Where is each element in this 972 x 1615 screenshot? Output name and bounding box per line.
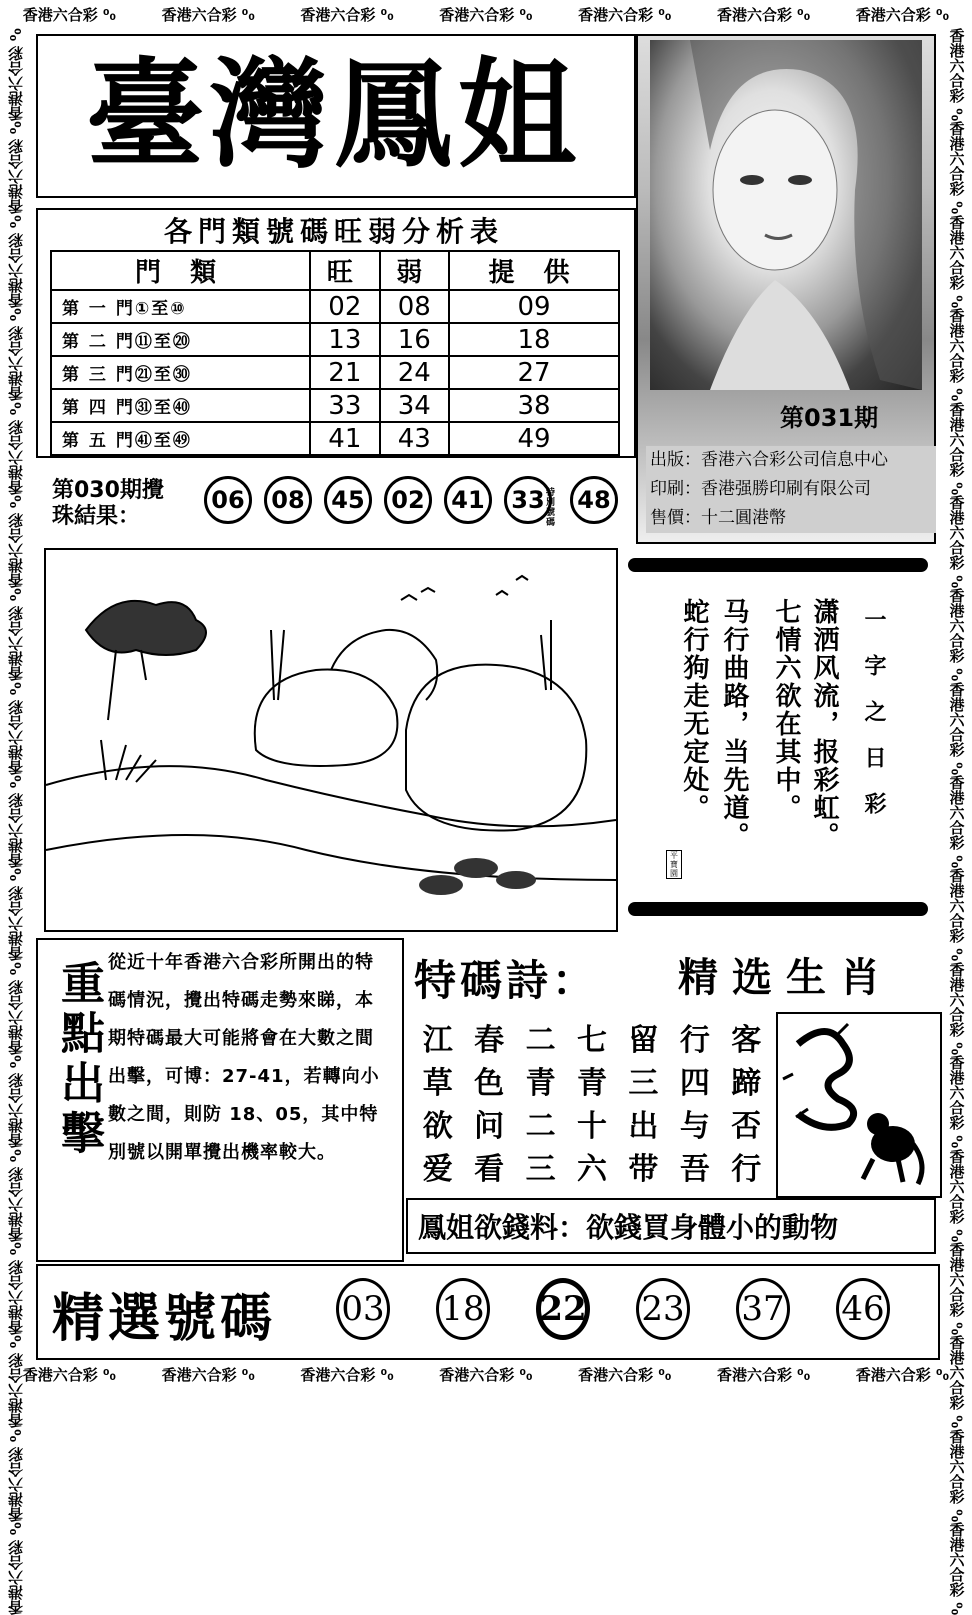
header-weak: 弱	[380, 251, 449, 290]
poem-char: 二	[525, 1023, 556, 1058]
top-border	[0, 0, 972, 28]
result-label-line2: 珠結果：	[52, 504, 141, 529]
border-text: 香港六合彩 ⁰₀	[6, 1055, 25, 1149]
border-text: 香港六合彩 ⁰₀	[947, 28, 966, 122]
poem-char: 七	[576, 1023, 607, 1058]
poem-char: 三	[628, 1066, 659, 1101]
analysis-table	[50, 250, 620, 456]
border-text: 香港六合彩 ⁰₀	[6, 868, 25, 962]
door-cell: 第 三 門㉑至㉚	[51, 356, 310, 389]
border-text: 香港六合彩 ⁰₀	[6, 1148, 25, 1242]
portrait-image	[650, 40, 922, 390]
poem-char: 青	[576, 1066, 607, 1101]
poem-char: 三	[525, 1152, 556, 1187]
poem-char: 色	[474, 1066, 505, 1101]
border-text: 香港六合彩 ⁰₀	[161, 1365, 255, 1384]
strong-cell: 13	[310, 323, 379, 356]
weak-cell: 43	[380, 422, 449, 455]
result-ball: 08	[264, 476, 312, 524]
border-text: 香港六合彩 ⁰₀	[6, 588, 25, 682]
border-text: 香港六合彩 ⁰₀	[439, 1365, 533, 1384]
weak-cell: 34	[380, 389, 449, 422]
strong-cell: 02	[310, 290, 379, 323]
border-text: 香港六合彩 ⁰₀	[947, 961, 966, 1056]
poem-char: 行	[731, 1152, 762, 1187]
picks-list	[336, 1278, 890, 1340]
table-row	[51, 323, 619, 356]
poem-char: 青	[525, 1066, 556, 1101]
border-text: 香港六合彩 ⁰₀	[6, 121, 25, 215]
riddle-text: 鳳姐欲錢料：欲錢買身體小的動物	[406, 1198, 936, 1254]
strong-cell: 33	[310, 389, 379, 422]
publisher-line: 出版：香港六合彩公司信息中心	[650, 450, 888, 470]
poem-char: 行	[679, 1023, 710, 1058]
border-text: 香港六合彩 ⁰₀	[6, 961, 25, 1056]
border-text: 香港六合彩 ⁰₀	[578, 1365, 672, 1384]
pick-number: 46	[836, 1278, 890, 1340]
pick-number: 37	[736, 1278, 790, 1340]
border-text: 香港六合彩 ⁰₀	[947, 308, 966, 402]
publisher-info	[646, 446, 936, 533]
door-cell: 第 二 門⑪至⑳	[51, 323, 310, 356]
table-row	[51, 356, 619, 389]
border-text: 香港六合彩 ⁰₀	[22, 5, 117, 24]
pick-number: 23	[636, 1278, 690, 1340]
border-text: 香港六合彩 ⁰₀	[947, 121, 966, 215]
poem-char: 客	[731, 1023, 762, 1058]
border-text: 香港六合彩 ⁰₀	[947, 1055, 966, 1149]
border-text: 香港六合彩 ⁰₀	[300, 1365, 394, 1384]
stamp-seal: 平寶園	[666, 850, 682, 879]
poem-char: 十	[576, 1109, 607, 1144]
border-text: 香港六合彩 ⁰₀	[439, 5, 533, 24]
poem-char: 与	[679, 1109, 710, 1144]
left-border	[0, 28, 30, 1615]
border-text: 香港六合彩 ⁰₀	[947, 588, 966, 682]
strong-cell: 41	[310, 422, 379, 455]
offer-cell: 49	[449, 422, 619, 455]
border-text: 香港六合彩 ⁰₀	[6, 681, 25, 775]
poem-line-4: 蛇行狗走无定处。	[679, 598, 709, 822]
landscape-illustration	[44, 548, 618, 932]
poem-char: 蹄	[731, 1066, 762, 1101]
border-text: 香港六合彩 ⁰₀	[947, 1428, 966, 1522]
border-text: 香港六合彩 ⁰₀	[855, 5, 950, 24]
door-cell: 第 五 門㊶至㊾	[51, 422, 310, 455]
special-ball: 48	[570, 476, 618, 524]
border-text: 香港六合彩 ⁰₀	[947, 868, 966, 962]
table-row	[51, 422, 619, 455]
result-ball: 33	[504, 476, 552, 524]
poem-line-2: 七情六欲在其中。	[771, 598, 801, 822]
table-row	[51, 389, 619, 422]
poem-char: 留	[628, 1023, 659, 1058]
price-line: 售價：十二圓港幣	[650, 508, 786, 528]
pick-number: 22	[536, 1278, 590, 1340]
border-text: 香港六合彩 ⁰₀	[6, 214, 25, 309]
result-ball: 02	[384, 476, 432, 524]
poem-char: 四	[679, 1066, 710, 1101]
result-label	[52, 478, 164, 530]
offer-cell: 27	[449, 356, 619, 389]
zodiac-animals	[776, 1012, 942, 1198]
poem-char: 江	[422, 1023, 453, 1058]
poem-char: 二	[525, 1109, 556, 1144]
border-text: 香港六合彩 ⁰₀	[947, 681, 966, 775]
poem-char: 欲	[422, 1109, 453, 1144]
poem-line-3: 马行曲路，当先道。	[719, 598, 749, 850]
border-text: 香港六合彩 ⁰₀	[947, 1148, 966, 1242]
border-text: 香港六合彩 ⁰₀	[578, 5, 672, 24]
border-text: 香港六合彩 ⁰₀	[716, 1365, 811, 1384]
keypoints-text: 從近十年香港六合彩所開出的特碼情況，攪出特碼走勢來睇，本期特碼最大可能將會在大數之間出擊，可博：27-41，若轉向小數之間，則防 18、05，其中特別號以開單攪出機率較大。	[108, 952, 380, 1163]
printer-line: 印刷：香港强勝印刷有限公司	[650, 479, 871, 499]
scroll-top-bar	[628, 558, 928, 572]
offer-cell: 09	[449, 290, 619, 323]
result-ball: 41	[444, 476, 492, 524]
bottom-border	[0, 1360, 972, 1388]
border-text: 香港六合彩 ⁰₀	[22, 1365, 117, 1384]
header-strong: 旺	[310, 251, 379, 290]
keypoints-label: 重點出擊	[53, 960, 104, 1160]
portrait-sketch	[650, 40, 922, 390]
border-text: 香港六合彩 ⁰₀	[947, 1335, 966, 1429]
poem-char: 春	[474, 1023, 505, 1058]
poem-char: 带	[628, 1152, 659, 1187]
weak-cell: 16	[380, 323, 449, 356]
table-row	[51, 290, 619, 323]
weak-cell: 08	[380, 290, 449, 323]
border-text: 香港六合彩 ⁰₀	[947, 494, 966, 589]
pick-number: 18	[436, 1278, 490, 1340]
border-text: 香港六合彩 ⁰₀	[6, 1522, 25, 1615]
special-poem-label: 特碼詩：	[414, 956, 599, 1005]
analysis-title: 各門類號碼旺弱分析表	[163, 215, 504, 248]
border-text: 香港六合彩 ⁰₀	[161, 5, 255, 24]
poem-char: 爱	[422, 1152, 453, 1187]
header-offer: 提 供	[449, 251, 619, 290]
border-text: 香港六合彩 ⁰₀	[300, 5, 394, 24]
special-number-tag: 特別號碼	[546, 488, 556, 528]
result-ball: 45	[324, 476, 372, 524]
poem-line-1: 潇洒风流，报彩虹。	[809, 598, 839, 850]
poem-char: 吾	[679, 1152, 710, 1187]
door-cell: 第 四 門㉛至㊵	[51, 389, 310, 422]
border-text: 香港六合彩 ⁰₀	[947, 401, 966, 495]
border-text: 香港六合彩 ⁰₀	[947, 1241, 966, 1336]
border-text: 香港六合彩 ⁰₀	[6, 1428, 25, 1522]
poem-char: 出	[628, 1109, 659, 1144]
header-door: 門 類	[51, 251, 310, 290]
border-text: 香港六合彩 ⁰₀	[6, 401, 25, 495]
border-text: 香港六合彩 ⁰₀	[947, 1522, 966, 1615]
border-text: 香港六合彩 ⁰₀	[6, 494, 25, 589]
poem-char: 六	[576, 1152, 607, 1187]
door-cell: 第 一 門①至⑩	[51, 290, 310, 323]
poem-char: 看	[474, 1152, 505, 1187]
issue-number: 第031期	[780, 404, 879, 432]
border-text: 香港六合彩 ⁰₀	[947, 214, 966, 309]
poem-char: 否	[731, 1109, 762, 1144]
border-text: 香港六合彩 ⁰₀	[6, 308, 25, 402]
picks-label: 精選號碼	[52, 1288, 277, 1349]
border-text: 香港六合彩 ⁰₀	[6, 1335, 25, 1429]
weak-cell: 24	[380, 356, 449, 389]
horse-scene-drawing	[46, 550, 616, 930]
zodiac-label: 精选生肖	[678, 954, 894, 1001]
border-text: 香港六合彩 ⁰₀	[716, 5, 811, 24]
pick-number: 03	[336, 1278, 390, 1340]
strong-cell: 21	[310, 356, 379, 389]
border-text: 香港六合彩 ⁰₀	[947, 775, 966, 869]
dragon-monkey-icon	[778, 1014, 940, 1196]
poem-heading: 一字之日彩	[861, 608, 886, 838]
border-text: 香港六合彩 ⁰₀	[855, 1365, 950, 1384]
poem-char: 问	[474, 1109, 505, 1144]
special-poem-grid	[412, 1022, 772, 1188]
scroll-bottom-bar	[628, 902, 928, 916]
border-text: 香港六合彩 ⁰₀	[6, 1241, 25, 1336]
result-label-line1: 第030期攪	[52, 478, 164, 503]
page-title: 臺灣鳳姐	[85, 45, 582, 184]
offer-cell: 18	[449, 323, 619, 356]
right-border	[942, 28, 972, 1615]
border-text: 香港六合彩 ⁰₀	[6, 28, 25, 122]
result-ball: 06	[204, 476, 252, 524]
poem-char: 草	[422, 1066, 453, 1101]
border-text: 香港六合彩 ⁰₀	[6, 775, 25, 869]
offer-cell: 38	[449, 389, 619, 422]
